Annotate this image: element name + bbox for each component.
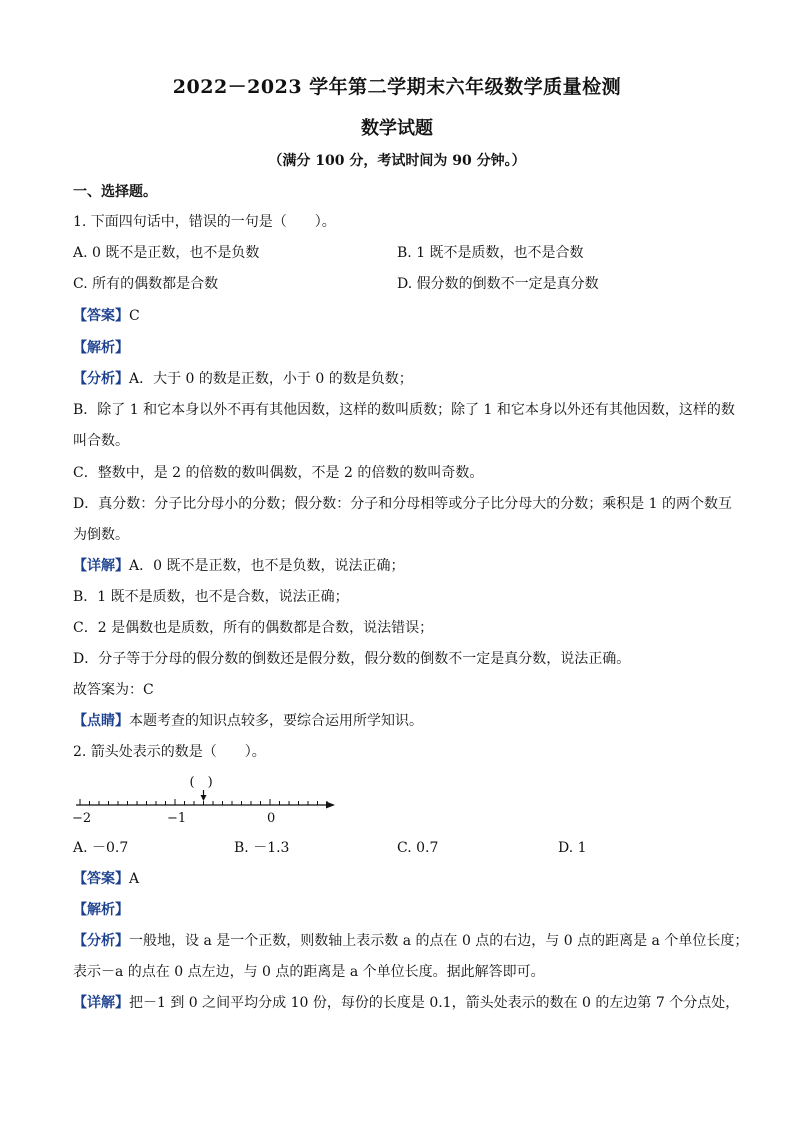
fenxi-tag: 【分析】 bbox=[73, 933, 129, 949]
number-line-marks bbox=[76, 790, 335, 809]
q1-fenxi-1 bbox=[73, 369, 413, 389]
q1-fenxi-2: B．除了 1 和它本身以外不再有其他因数，这样的数叫质数；除了 1 和它本身以外还有其他因数，这样的数 bbox=[73, 402, 735, 418]
q1-dianjing bbox=[73, 711, 423, 731]
q2-answer: A bbox=[129, 871, 140, 887]
number-line-label-neg1: −1 bbox=[167, 811, 187, 826]
number-line-blank: ( ) bbox=[189, 775, 213, 790]
number-line-label-0: 0 bbox=[267, 811, 276, 826]
number-line-figure bbox=[70, 770, 360, 832]
q2-fenxi-2: 表示－a 的点在 0 点左边，与 0 点的距离是 a 个单位长度。据此解答即可。 bbox=[73, 964, 545, 980]
q1-fenxi-text-1: A．大于 0 的数是正数，小于 0 的数是负数； bbox=[129, 371, 413, 387]
xiangjie-tag: 【详解】 bbox=[73, 995, 129, 1011]
q2-answer-line bbox=[73, 869, 139, 889]
fenxi-tag: 【分析】 bbox=[73, 371, 129, 387]
q1-xiangjie-4: D．分子等于分母的假分数的倒数还是假分数，假分数的倒数不一定是真分数，说法正确。 bbox=[73, 651, 631, 667]
answer-tag: 【答案】 bbox=[73, 308, 129, 324]
answer-tag: 【答案】 bbox=[73, 871, 129, 887]
page-subtitle: 数学试题 bbox=[361, 118, 433, 139]
q1-option-a: A. 0 既不是正数，也不是负数 bbox=[73, 245, 260, 261]
q1-xiangjie-3: C．2 是偶数也是质数，所有的偶数都是合数，说法错误； bbox=[73, 620, 434, 636]
q1-option-b: B. 1 既不是质数，也不是合数 bbox=[397, 245, 584, 261]
q1-answer-line bbox=[73, 306, 140, 326]
q2-option-c: C. 0.7 bbox=[397, 840, 439, 856]
q1-option-d: D. 假分数的倒数不一定是真分数 bbox=[397, 276, 599, 292]
q2-fenxi-text-1: 一般地，设 a 是一个正数，则数轴上表示数 a 的点在 0 点的右边，与 0 点的距离是 a 个单位长度； bbox=[129, 933, 749, 949]
q2-stem: 2. 箭头处表示的数是（ ）。 bbox=[73, 744, 266, 760]
number-line-label-neg2: −2 bbox=[72, 811, 92, 826]
q1-fenxi-3: 叫合数。 bbox=[73, 433, 129, 449]
number-line-svg bbox=[70, 770, 360, 832]
xiangjie-tag: 【详解】 bbox=[73, 558, 129, 574]
dianjing-tag: 【点睛】 bbox=[73, 713, 129, 729]
q1-jiexi-tag: 【解析】 bbox=[73, 340, 129, 356]
q1-xiangjie-text-1: A．0 既不是正数，也不是负数，说法正确； bbox=[129, 558, 405, 574]
q2-option-b: B. －1.3 bbox=[234, 840, 290, 856]
q2-jiexi-tag: 【解析】 bbox=[73, 902, 129, 918]
q1-xiangjie-2: B．1 既不是质数，也不是合数，说法正确； bbox=[73, 589, 349, 605]
q1-option-c: C. 所有的偶数都是合数 bbox=[73, 276, 219, 292]
number-line-marker-head bbox=[201, 795, 207, 801]
q1-fenxi-5: D．真分数：分子比分母小的分数；假分数：分子和分母相等或分子比分母大的分数；乘积是 1 的两个数互 bbox=[73, 496, 733, 512]
q2-xiangjie-text-1: 把－1 到 0 之间平均分成 10 份，每份的长度是 0.1，箭头处表示的数在 0 的左边第 7 个分点处， bbox=[129, 995, 740, 1011]
q1-fenxi-4: C．整数中，是 2 的倍数的数叫偶数，不是 2 的倍数的数叫奇数。 bbox=[73, 465, 484, 481]
page-title: 2022－2023 学年第二学期末六年级数学质量检测 bbox=[172, 76, 622, 98]
q2-xiangjie-1 bbox=[73, 993, 739, 1013]
q1-xiangjie-1 bbox=[73, 556, 404, 576]
q1-fenxi-6: 为倒数。 bbox=[73, 527, 129, 543]
q1-conclusion: 故答案为：C bbox=[73, 682, 154, 698]
section-heading: 一、选择题。 bbox=[73, 184, 157, 200]
q1-answer: C bbox=[129, 308, 140, 324]
q2-fenxi-1 bbox=[73, 931, 748, 951]
exam-note: （满分 100 分，考试时间为 90 分钟。） bbox=[268, 153, 526, 169]
q1-stem: 1. 下面四句话中，错误的一句是（ ）。 bbox=[73, 214, 336, 230]
q2-option-d: D. 1 bbox=[558, 840, 587, 856]
q2-option-a: A. －0.7 bbox=[73, 840, 129, 856]
q1-dianjing-text: 本题考查的知识点较多，要综合运用所学知识。 bbox=[129, 713, 423, 729]
